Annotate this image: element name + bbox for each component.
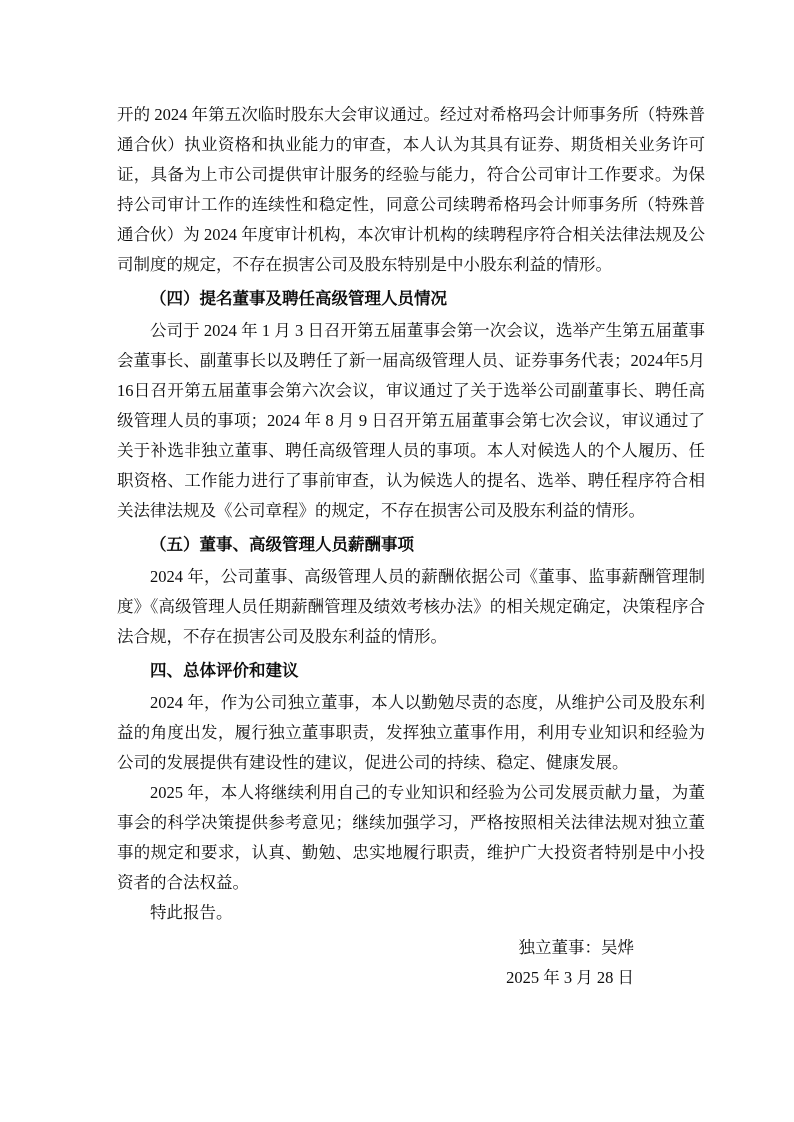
section-heading: 四、总体评价和建议 (150, 661, 299, 680)
paragraph: 公司于 2024 年 1 月 3 日召开第五届董事会第一次会议，选举产生第五届董事会董事长、副董事长以及聘任了新一届高级管理人员、证券事务代表；2024年5月16日召开第五届董事会第六次会议，审议通过了关于选举公司副董事长、聘任高级管理人员的事项；2024 年 8 月 9 日召开第五届董事会第七次会议，审议通过了关于补选非独立董事、聘任高级管理人员的事项。本人对候选人的个人履历、任职资格、工作能力进行了事前审查，认为候选人的提名、选举、聘任程序符合相关法律法规及《公司章程》的规定，不存在损害公司及股东利益的情形。 (117, 321, 705, 520)
paragraph: 开的 2024 年第五次临时股东大会审议通过。经过对希格玛会计师事务所（特殊普通合伙）执业资格和执业能力的审查，本人认为其具有证券、期货相关业务许可证，具备为上市公司提供审计服务的经验与能力，符合公司审计工作要求。为保持公司审计工作的连续性和稳定性，同意公司续聘希格玛会计师事务所（特殊普通合伙）为 2024 年度审计机构，本次审计机构的续聘程序符合相关法律法规及公司制度的规定，不存在损害公司及股东特别是中小股东利益的情形。 (117, 105, 705, 274)
section-heading: （五）董事、高级管理人员薪酬事项 (150, 535, 414, 554)
signature-name: 独立董事：吴烨 (518, 938, 634, 957)
signature-date: 2025 年 3 月 28 日 (506, 968, 634, 987)
signature-block (117, 933, 705, 993)
document-body (117, 100, 705, 928)
paragraph: 2024 年，作为公司独立董事，本人以勤勉尽责的态度，从维护公司及股东利益的角度出发，履行独立董事职责，发挥独立董事作用，利用专业知识和经验为公司的发展提供有建设性的建议，促进公司的持续、稳定、健康发展。 (117, 693, 705, 772)
paragraph: 特此报告。 (150, 903, 233, 922)
paragraph: 2025 年，本人将继续利用自己的专业知识和经验为公司发展贡献力量，为董事会的科学决策提供参考意见；继续加强学习，严格按照相关法律法规对独立董事的规定和要求，认真、勤勉、忠实地履行职责，维护广大投资者特别是中小投资者的合法权益。 (117, 783, 705, 892)
paragraph: 2024 年，公司董事、高级管理人员的薪酬依据公司《董事、监事薪酬管理制度》《高级管理人员任期薪酬管理及绩效考核办法》的相关规定确定，决策程序合法合规，不存在损害公司及股东利益的情形。 (117, 567, 705, 646)
section-heading: （四）提名董事及聘任高级管理人员情况 (150, 289, 447, 308)
